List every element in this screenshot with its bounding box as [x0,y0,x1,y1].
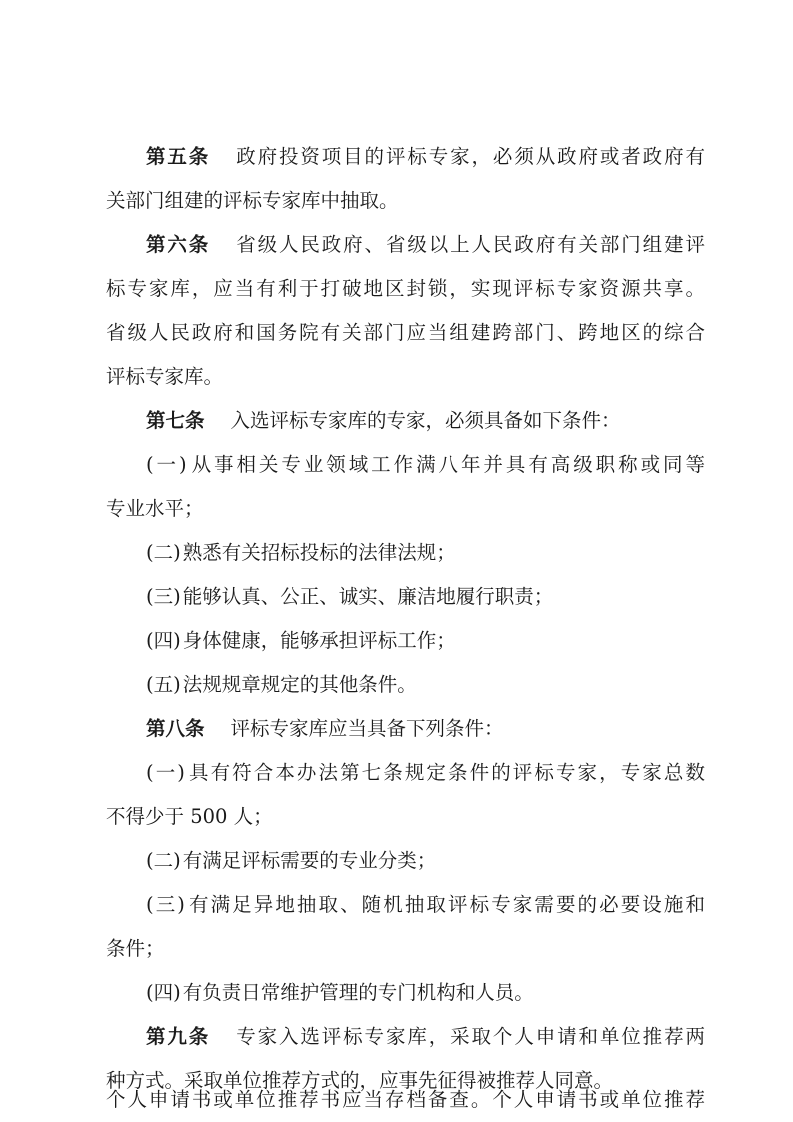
article-7-item-1-text-2: 专业水平； [106,497,204,520]
article-7-item-4-number: (四) [146,629,181,652]
article-6-line-1 [0,223,793,267]
article-8-item-3-line-2 [0,927,793,971]
article-8-item-1-line-1 [0,751,793,795]
article-8-item-4-text: 有负责日常维护管理的专门机构和人员。 [182,981,534,1004]
article-6-heading: 第六条 [146,233,211,256]
article-7-item-4 [0,619,793,663]
article-8-item-2-text: 有满足评标需要的专业分类； [182,849,437,872]
article-7-line-1 [0,399,793,443]
article-8-line-1 [0,707,793,751]
article-7-item-3 [0,575,793,619]
article-7-item-2 [0,531,793,575]
article-8-item-3-text-2: 条件； [106,937,165,960]
article-8-item-1-text-2: 不得少于 500 人； [106,805,273,828]
article-5-heading: 第五条 [146,145,211,168]
article-7-item-1-number: (一) [146,453,187,476]
article-6-line-3 [0,311,793,355]
article-8-text-1: 评标专家库应当具备下列条件： [230,717,504,740]
article-5-text-2: 关部门组建的评标专家库中抽取。 [106,189,399,212]
article-8-item-3-text: 有满足异地抽取、随机抽取评标专家需要的必要设施和 [186,893,705,916]
article-9-line-1 [0,1015,793,1059]
article-5-text-1: 政府投资项目的评标专家，必须从政府或者政府有 [236,145,705,168]
article-5-line-2 [0,179,793,223]
article-7-item-1-line-2 [0,487,793,531]
article-7-item-5 [0,663,793,707]
article-8-item-3-line-1 [0,883,793,927]
article-8-item-1-text: 具有符合本办法第七条规定条件的评标专家，专家总数 [186,761,705,784]
article-5-line-1 [0,135,793,179]
article-7-item-2-text: 熟悉有关招标投标的法律法规； [182,541,456,564]
article-8-item-2-number: (二) [146,849,181,872]
article-7-item-5-number: (五) [146,673,181,696]
article-7-item-1-text: 从事相关专业领域工作满八年并具有高级职称或同等 [188,453,705,476]
article-6-text-4: 评标专家库。 [106,365,224,388]
article-8-item-1-line-2 [0,795,793,839]
article-6-text-2: 标专家库，应当有利于打破地区封锁，实现评标专家资源共享。 [106,277,705,300]
article-7-text-1: 入选评标专家库的专家，必须具备如下条件： [230,409,621,432]
article-9-text-1: 专家入选评标专家库，采取个人申请和单位推荐两 [236,1025,705,1048]
article-8-item-3-number: (三) [146,893,185,916]
article-9-line-3 [0,1078,793,1122]
article-6-line-4 [0,355,793,399]
article-7-item-3-text: 能够认真、公正、诚实、廉洁地履行职责； [182,585,554,608]
article-7-heading: 第七条 [146,409,205,432]
article-8-item-1-number: (一) [146,761,185,784]
article-8-item-4 [0,971,793,1015]
article-7-item-5-text: 法规规章规定的其他条件。 [182,673,417,696]
article-7-item-1-line-1 [0,443,793,487]
article-6-text-1: 省级人民政府、省级以上人民政府有关部门组建评 [236,233,705,256]
article-6-line-2 [0,267,793,311]
article-9-heading: 第九条 [146,1025,211,1048]
article-8-item-2 [0,839,793,883]
article-7-item-3-number: (三) [146,585,181,608]
article-9-text-3: 个人申请书或单位推荐书应当存档备查。个人申请书或单位推荐 [106,1088,705,1111]
article-7-item-4-text: 身体健康，能够承担评标工作； [182,629,456,652]
article-8-heading: 第八条 [146,717,205,740]
article-9-text-2: 种方式。采取单位推荐方式的，应事先征得被推荐人同意。 [106,1069,614,1092]
article-7-item-2-number: (二) [146,541,181,564]
article-8-item-4-number: (四) [146,981,181,1004]
article-6-text-3: 省级人民政府和国务院有关部门应当组建跨部门、跨地区的综合 [106,321,705,344]
